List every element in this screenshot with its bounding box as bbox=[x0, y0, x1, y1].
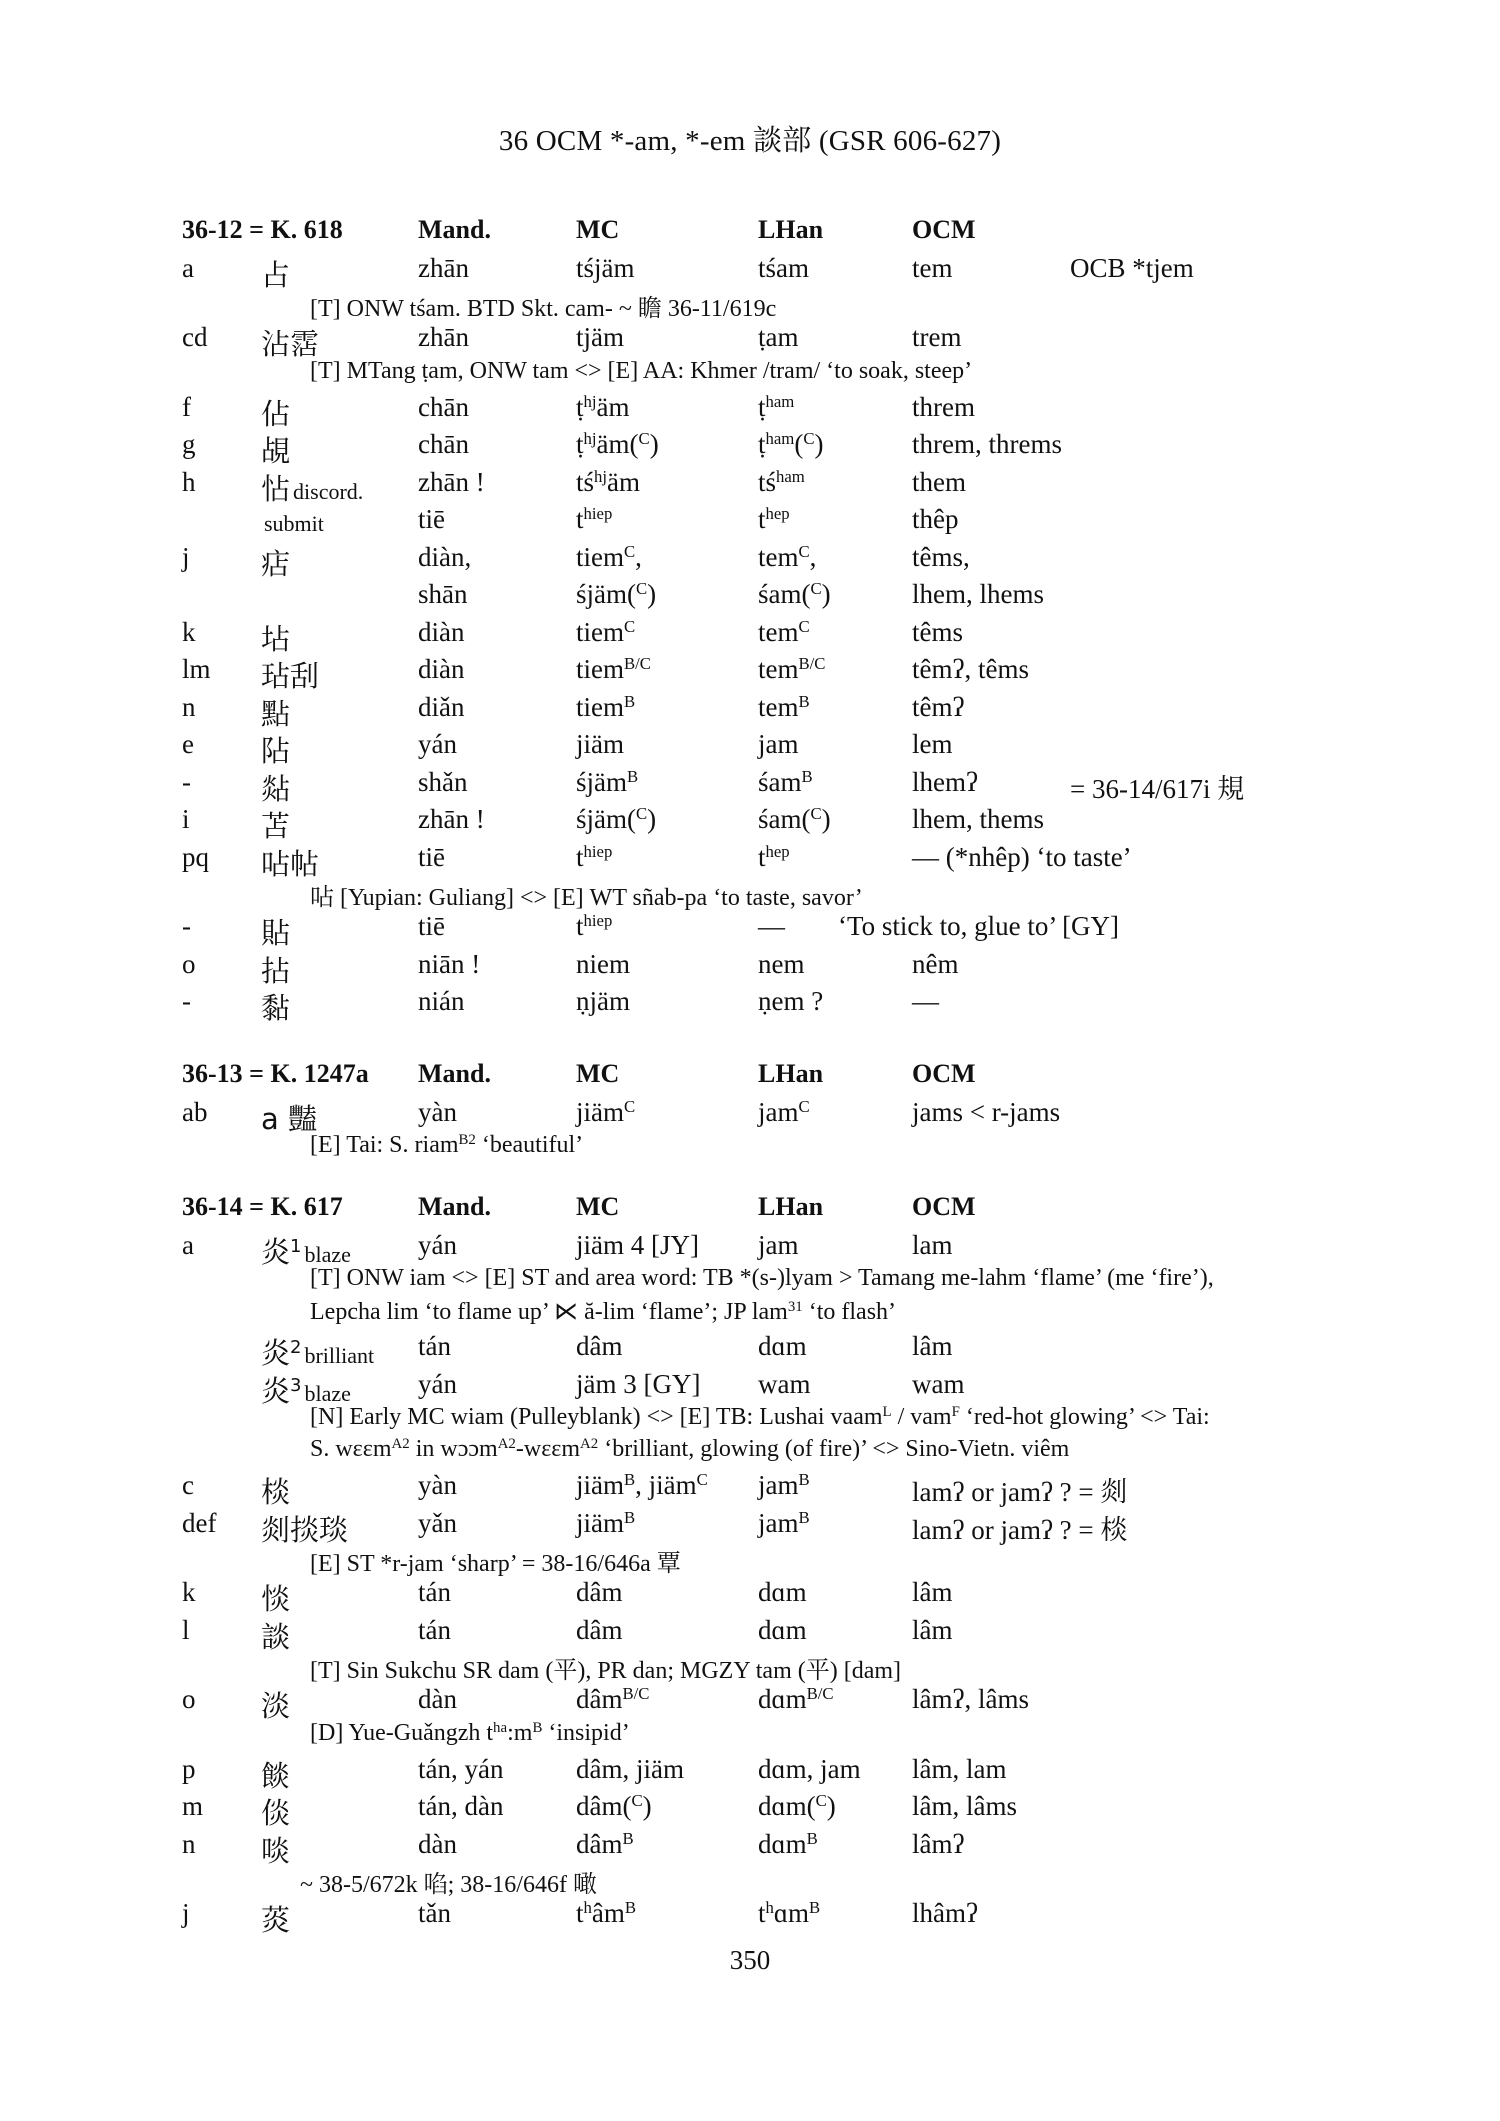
entry-note bbox=[0, 1864, 1500, 1896]
mandarin-reading: zhān ! bbox=[418, 804, 485, 834]
entry-id: o bbox=[182, 948, 196, 979]
old-chinese-reading: — bbox=[912, 986, 939, 1016]
mandarin-reading: yàn bbox=[418, 1096, 457, 1127]
middle-chinese-reading: śjäm($^C$) bbox=[576, 803, 657, 834]
note-text: [E] ST *r-jam ‘sharp’ = 38-16/646a 覃 bbox=[310, 1551, 681, 1577]
mandarin-reading: tán bbox=[418, 1331, 451, 1361]
entry-id: n bbox=[182, 691, 196, 722]
mandarin-reading: tán, dàn bbox=[418, 1791, 504, 1821]
entry-id: - bbox=[182, 911, 191, 941]
note-text: [N] Early MC wiam (Pulleyblank) <> [E] TB: Lushai vaam$^L$ / vam$^F$ ‘red-hot glowing’ <> Tai: bbox=[310, 1403, 1210, 1430]
later-han-reading: dɑm, jam bbox=[758, 1753, 861, 1784]
entry-row bbox=[0, 909, 1500, 950]
middle-chinese-reading: śjäm($^C$) bbox=[576, 578, 657, 609]
mandarin-reading: tán bbox=[418, 1577, 451, 1607]
section-label: 36-13 = K. 1247a bbox=[182, 1059, 369, 1088]
cross-reference: = 36-14/617i 規 bbox=[1070, 773, 1245, 804]
col-lhan-header: LHan bbox=[758, 1192, 824, 1221]
later-han-reading: dɑm($^C$) bbox=[758, 1790, 836, 1821]
section-label: 36-14 = K. 617 bbox=[182, 1192, 343, 1221]
mandarin-reading: diàn bbox=[418, 654, 465, 684]
entry-row bbox=[0, 1367, 1500, 1408]
character-cell bbox=[261, 986, 290, 1027]
section-header bbox=[0, 213, 1500, 251]
col-lhan-header: LHan bbox=[758, 215, 824, 244]
entry-row bbox=[0, 577, 1500, 615]
later-han-reading: $t^{hep}$ bbox=[758, 841, 790, 872]
old-chinese-reading: lâm bbox=[912, 1577, 953, 1607]
chinese-character: 貼 bbox=[261, 916, 291, 950]
later-han-reading: $t^{hep}$ bbox=[758, 503, 790, 534]
middle-chinese-reading: dâm, jiäm bbox=[576, 1753, 684, 1784]
old-chinese-reading: lhem, lhems bbox=[912, 579, 1044, 609]
old-chinese-reading: lâm, lam bbox=[912, 1753, 1007, 1784]
old-chinese-reading: lhemʔ bbox=[912, 766, 978, 797]
later-han-reading: ṭam bbox=[758, 322, 799, 352]
chinese-character: 菼 bbox=[261, 1903, 291, 1937]
middle-chinese-reading: ṭ$^{hj}$äm bbox=[576, 391, 630, 422]
middle-chinese-reading: dâm$^B$ bbox=[576, 1828, 634, 1859]
mandarin-reading: yán bbox=[418, 1368, 457, 1399]
chinese-character: 覘 bbox=[261, 434, 291, 468]
chinese-character: 剡掞琰 bbox=[261, 1512, 349, 1547]
mandarin-reading: diàn, bbox=[418, 541, 472, 572]
entry-note bbox=[0, 1650, 1500, 1682]
middle-chinese-reading: dâm$^{B/C}$ bbox=[576, 1683, 650, 1714]
entry-row bbox=[0, 1575, 1500, 1616]
old-chinese-reading: têms bbox=[912, 616, 963, 647]
middle-chinese-reading: dâm bbox=[576, 1614, 623, 1645]
old-chinese-reading: lhâmʔ bbox=[912, 1898, 978, 1928]
entry-row bbox=[0, 652, 1500, 693]
mandarin-reading: dàn bbox=[418, 1828, 457, 1859]
entry-id: cd bbox=[182, 322, 208, 352]
later-han-reading: jam bbox=[758, 729, 799, 759]
mandarin-reading: diǎn bbox=[418, 691, 465, 722]
middle-chinese-reading: dâm bbox=[576, 1577, 623, 1607]
later-han-reading: dɑm bbox=[758, 1577, 807, 1607]
gloss-text: submit bbox=[264, 511, 324, 536]
entry-note bbox=[0, 1132, 1500, 1164]
later-han-reading: ṭ$^{ham}$($^C$) bbox=[758, 428, 824, 459]
middle-chinese-reading: jiäm$^B$, jiäm$^C$ bbox=[576, 1469, 708, 1500]
middle-chinese-reading: śjäm$^B$ bbox=[576, 766, 639, 797]
chinese-character: 倓 bbox=[261, 1796, 291, 1830]
col-mc-header: MC bbox=[576, 1192, 620, 1221]
old-chinese-reading: lâmʔ, lâms bbox=[912, 1684, 1029, 1714]
entry-id: p bbox=[182, 1753, 196, 1784]
middle-chinese-reading: jiäm 4 [JY] bbox=[576, 1229, 699, 1260]
mandarin-reading: shǎn bbox=[418, 766, 468, 797]
chinese-character: 談 bbox=[261, 1619, 291, 1654]
old-chinese-reading: trem bbox=[912, 322, 962, 352]
old-chinese-reading: lamʔ or jamʔ ? = 棪 bbox=[912, 1514, 1128, 1545]
chinese-character: a 豔 bbox=[261, 1101, 317, 1136]
entry-id: m bbox=[182, 1791, 204, 1821]
col-ocm-header: OCM bbox=[912, 1059, 976, 1088]
later-han-reading: dɑm bbox=[758, 1331, 807, 1361]
entry-id: n bbox=[182, 1828, 196, 1859]
entry-row bbox=[0, 427, 1500, 468]
section-header bbox=[0, 1190, 1500, 1228]
later-han-reading: dɑm bbox=[758, 1614, 807, 1645]
note-text: Lepcha lim ‘to flame up’ ⋉ ă-lim ‘flame’; JP lam$^{31}$ ‘to flash’ bbox=[310, 1298, 897, 1325]
chinese-character: 占 bbox=[261, 257, 291, 292]
col-mc-header: MC bbox=[576, 215, 620, 244]
entry-id: e bbox=[182, 729, 194, 759]
gloss-text: blaze bbox=[304, 1241, 351, 1267]
entry-row bbox=[0, 840, 1500, 881]
section-header bbox=[0, 1057, 1500, 1095]
entry-row bbox=[0, 390, 1500, 431]
later-han-reading: tem$^{B/C}$ bbox=[758, 653, 826, 684]
entry-row bbox=[0, 615, 1500, 656]
entry-id: j bbox=[182, 1898, 190, 1928]
chinese-character: 惔 bbox=[261, 1582, 291, 1616]
old-chinese-reading: lem bbox=[912, 729, 953, 759]
cross-reference: OCB *tjem bbox=[1070, 252, 1194, 283]
old-chinese-reading: têms, bbox=[912, 541, 970, 572]
middle-chinese-reading: tiem$^C$ bbox=[576, 616, 636, 647]
entry-id: f bbox=[182, 391, 191, 422]
col-mand-header: Mand. bbox=[418, 1059, 491, 1088]
note-text: [T] ONW iam <> [E] ST and area word: TB *(s-)lyam > Tamang me-lahm ‘flame’ (me ‘fire’), bbox=[310, 1265, 1214, 1291]
entry-row bbox=[0, 765, 1500, 806]
entry-row bbox=[0, 1752, 1500, 1793]
entry-id: ab bbox=[182, 1096, 208, 1127]
note-text: [E] Tai: S. riam$^{B2}$ ‘beautiful’ bbox=[310, 1131, 584, 1158]
entry-row bbox=[0, 320, 1500, 361]
old-chinese-reading: lhem, thems bbox=[912, 804, 1044, 834]
mandarin-reading: tiē bbox=[418, 504, 445, 534]
chinese-character: 煔 bbox=[261, 771, 291, 806]
entry-note bbox=[0, 1436, 1500, 1468]
entry-row bbox=[0, 802, 1500, 843]
entry-id: pq bbox=[182, 841, 209, 872]
chinese-character: 點 bbox=[261, 696, 291, 731]
entry-row bbox=[0, 1228, 1500, 1269]
chinese-character: 黏 bbox=[261, 991, 291, 1025]
entry-id: g bbox=[182, 429, 196, 459]
later-han-reading: tem$^B$ bbox=[758, 691, 810, 722]
old-chinese-reading: lamʔ or jamʔ ? = 剡 bbox=[912, 1477, 1128, 1507]
middle-chinese-reading: $t^{hiep}$ bbox=[576, 910, 613, 941]
old-chinese-reading: threm bbox=[912, 391, 975, 422]
mandarin-reading: niān ! bbox=[418, 948, 481, 979]
col-ocm-header: OCM bbox=[912, 1192, 976, 1221]
entry-section-36-12 bbox=[0, 213, 1500, 1025]
col-ocm-header: OCM bbox=[912, 215, 976, 244]
mandarin-reading: shān bbox=[418, 579, 468, 609]
chinese-character: 阽 bbox=[261, 734, 291, 768]
middle-chinese-reading: tjäm bbox=[576, 322, 624, 352]
entry-row bbox=[0, 1682, 1500, 1723]
mandarin-reading: yàn bbox=[418, 1470, 457, 1500]
entry-row bbox=[0, 1095, 1500, 1136]
col-lhan-header: LHan bbox=[758, 1059, 824, 1088]
later-han-reading: śam($^C$) bbox=[758, 578, 831, 609]
middle-chinese-reading: jiäm$^B$ bbox=[576, 1507, 636, 1538]
old-chinese-reading: threm, threms bbox=[912, 429, 1062, 459]
mandarin-reading: zhān ! bbox=[418, 466, 485, 497]
middle-chinese-reading: jiäm$^C$ bbox=[576, 1096, 636, 1127]
chinese-character: 淡 bbox=[261, 1689, 291, 1723]
note-text: [T] ONW tśam. BTD Skt. cam- ~ 瞻 36-11/619c bbox=[310, 296, 777, 322]
entry-id: - bbox=[182, 766, 191, 797]
chinese-character: 餤 bbox=[261, 1758, 291, 1793]
entry-id: h bbox=[182, 466, 196, 497]
mandarin-reading: zhān bbox=[418, 252, 469, 283]
middle-chinese-reading: tiem$^C$, bbox=[576, 541, 642, 572]
chinese-character: 拈 bbox=[261, 953, 291, 988]
later-han-reading: śam($^C$) bbox=[758, 803, 831, 834]
later-han-reading: ṭ$^{ham}$ bbox=[758, 391, 795, 422]
mandarin-reading: dàn bbox=[418, 1684, 457, 1714]
entry-row bbox=[0, 465, 1500, 506]
middle-chinese-reading: $t^{hiep}$ bbox=[576, 503, 613, 534]
chinese-character: 痁 bbox=[261, 546, 291, 581]
old-chinese-reading: thêp bbox=[912, 504, 959, 534]
later-han-reading: wam bbox=[758, 1368, 811, 1399]
chinese-character: 苫 bbox=[261, 809, 291, 843]
middle-chinese-reading: tiem$^{B/C}$ bbox=[576, 653, 651, 684]
note-text: S. wɛɛm$^{A2}$ in wɔɔm$^{A2}$-wɛɛm$^{A2}$ ‘brilliant, glowing (of fire)’ <> Sino-Vietn. viêm bbox=[310, 1435, 1070, 1462]
mandarin-reading: chān bbox=[418, 391, 469, 422]
entry-row bbox=[0, 502, 1500, 540]
entry-note bbox=[0, 1543, 1500, 1575]
old-chinese-reading: lâmʔ bbox=[912, 1828, 965, 1859]
entry-note bbox=[0, 1720, 1500, 1752]
mandarin-reading: chān bbox=[418, 429, 469, 459]
later-han-reading: ṇem ? bbox=[758, 986, 824, 1016]
gloss-text: brilliant bbox=[304, 1343, 375, 1368]
entry-section-36-14 bbox=[0, 1190, 1500, 1937]
later-han-reading: śam$^B$ bbox=[758, 766, 813, 797]
entry-id: o bbox=[182, 1684, 196, 1714]
character-cell bbox=[261, 504, 324, 538]
old-chinese-reading: lâm, lâms bbox=[912, 1791, 1017, 1821]
mandarin-reading: nián bbox=[418, 986, 465, 1016]
mandarin-reading: yǎn bbox=[418, 1507, 457, 1538]
entry-id: a bbox=[182, 1229, 194, 1260]
entry-note bbox=[0, 288, 1500, 320]
entry-note bbox=[0, 1265, 1500, 1297]
old-chinese-reading: jams < r-jams bbox=[912, 1096, 1061, 1127]
entry-id: i bbox=[182, 804, 190, 834]
later-han-reading: tem$^C$ bbox=[758, 616, 810, 647]
old-chinese-reading: têmʔ, têms bbox=[912, 654, 1029, 684]
later-han-reading: dɑm$^B$ bbox=[758, 1828, 818, 1859]
chinese-character: 呫帖 bbox=[261, 846, 320, 881]
old-chinese-reading: wam bbox=[912, 1368, 965, 1399]
entry-id: j bbox=[182, 541, 190, 572]
note-text: [D] Yue-Guǎngzh $t^{ha}:m^B$ ‘insipid’ bbox=[310, 1719, 630, 1746]
later-han-reading: tśam bbox=[758, 252, 809, 283]
entry-row bbox=[0, 1506, 1500, 1547]
character-cell bbox=[261, 1898, 290, 1939]
section-label: 36-12 = K. 618 bbox=[182, 215, 343, 244]
middle-chinese-reading: dâm($^C$) bbox=[576, 1790, 652, 1821]
entry-id: def bbox=[182, 1507, 217, 1538]
chinese-character: 棪 bbox=[261, 1475, 291, 1509]
note-text: ~ 38-5/672k 啗; 38-16/646f 噉 bbox=[300, 1872, 597, 1898]
entry-row bbox=[0, 1789, 1500, 1830]
gloss-text: blaze bbox=[304, 1380, 351, 1406]
mandarin-reading: tiē bbox=[418, 841, 445, 872]
middle-chinese-reading: $t^{hiep}$ bbox=[576, 841, 613, 872]
middle-chinese-reading: ṭ$^{hj}$äm($^C$) bbox=[576, 428, 659, 459]
later-han-reading: dɑm$^{B/C}$ bbox=[758, 1683, 834, 1714]
entry-id: l bbox=[182, 1614, 190, 1645]
entry-id: - bbox=[182, 986, 191, 1016]
entry-row bbox=[0, 1613, 1500, 1654]
entry-row bbox=[0, 690, 1500, 731]
mandarin-reading: diàn bbox=[418, 616, 465, 647]
old-chinese-reading: — (*nhêp) ‘to taste’ bbox=[912, 841, 1132, 872]
entry-note bbox=[0, 1404, 1500, 1436]
entry-row bbox=[0, 947, 1500, 988]
entry-row bbox=[0, 540, 1500, 581]
old-chinese-reading: lam bbox=[912, 1229, 953, 1260]
chinese-character: 沾霑 bbox=[261, 327, 320, 361]
chinese-character: 炎$^2$ bbox=[261, 1336, 302, 1370]
col-mc-header: MC bbox=[576, 1059, 620, 1088]
mandarin-reading: yán bbox=[418, 1229, 457, 1260]
running-head: 36 OCM *-am, *-em 談部 (GSR 606-627) bbox=[498, 125, 1002, 157]
entry-id: k bbox=[182, 1577, 196, 1607]
entry-row bbox=[0, 1329, 1500, 1370]
entry-note bbox=[0, 358, 1500, 390]
old-chinese-reading: lâm bbox=[912, 1331, 953, 1361]
mandarin-reading: tán bbox=[418, 1614, 451, 1645]
later-han-reading: $tś^{ham}$ bbox=[758, 466, 805, 497]
later-han-reading: jam bbox=[758, 1229, 799, 1260]
entry-row bbox=[0, 1896, 1500, 1937]
old-chinese-reading: ‘To stick to, glue to’ [GY] bbox=[838, 911, 1120, 941]
old-chinese-reading: them bbox=[912, 466, 966, 497]
entry-id: k bbox=[182, 616, 196, 647]
later-han-reading: — bbox=[758, 911, 785, 941]
entry-id: c bbox=[182, 1470, 194, 1500]
note-text: [T] Sin Sukchu SR dam (平), PR dan; MGZY tam (平) [dam] bbox=[310, 1658, 902, 1684]
old-chinese-reading: tem bbox=[912, 252, 953, 283]
page-number: 350 bbox=[729, 1945, 771, 1975]
entry-row bbox=[0, 984, 1500, 1025]
entry-note bbox=[0, 877, 1500, 909]
mandarin-reading: yán bbox=[418, 729, 457, 759]
mandarin-reading: tǎn bbox=[418, 1898, 451, 1928]
middle-chinese-reading: $tś^{hj}äm$ bbox=[576, 466, 641, 497]
middle-chinese-reading: $t^hâm^B$ bbox=[576, 1897, 637, 1928]
note-text: 呫 [Yupian: Guliang] <> [E] WT sñab-pa ‘to taste, savor’ bbox=[310, 885, 863, 911]
later-han-reading: jam$^B$ bbox=[758, 1469, 810, 1500]
note-text: [T] MTang ṭam, ONW tam <> [E] AA: Khmer /tram/ ‘to soak, steep’ bbox=[310, 357, 973, 384]
chinese-character: 炎$^3$ bbox=[261, 1373, 302, 1408]
chinese-character: 玷刮 bbox=[261, 659, 320, 693]
later-han-reading: tem$^C$, bbox=[758, 541, 817, 572]
middle-chinese-reading: jäm 3 [GY] bbox=[576, 1368, 701, 1399]
chinese-character: 啖 bbox=[261, 1833, 291, 1868]
entry-id: lm bbox=[182, 654, 211, 684]
chinese-character: 坫 bbox=[261, 621, 291, 656]
col-mand-header: Mand. bbox=[418, 215, 491, 244]
later-han-reading: nem bbox=[758, 948, 805, 979]
middle-chinese-reading: jiäm bbox=[576, 729, 624, 759]
later-han-reading: jam$^C$ bbox=[758, 1096, 810, 1127]
chinese-character: 怗 bbox=[261, 471, 291, 506]
mandarin-reading: zhān bbox=[418, 322, 469, 352]
entry-row bbox=[0, 727, 1500, 768]
mandarin-reading: tán, yán bbox=[418, 1753, 504, 1784]
entry-section-36-13 bbox=[0, 1057, 1500, 1164]
middle-chinese-reading: dâm bbox=[576, 1331, 623, 1361]
col-mand-header: Mand. bbox=[418, 1192, 491, 1221]
old-chinese-reading: lâm bbox=[912, 1614, 953, 1645]
middle-chinese-reading: niem bbox=[576, 948, 630, 979]
gloss-text: discord. bbox=[293, 478, 364, 504]
old-chinese-reading: têmʔ bbox=[912, 691, 965, 722]
middle-chinese-reading: tśjäm bbox=[576, 252, 635, 283]
entry-row bbox=[0, 251, 1500, 292]
mandarin-reading: tiē bbox=[418, 911, 445, 941]
entry-note bbox=[0, 1297, 1500, 1329]
middle-chinese-reading: tiem$^B$ bbox=[576, 691, 636, 722]
later-han-reading: $t^hɑm^B$ bbox=[758, 1897, 821, 1928]
later-han-reading: jam$^B$ bbox=[758, 1507, 810, 1538]
chinese-character: 佔 bbox=[261, 396, 291, 431]
chinese-character: 炎$^1$ bbox=[261, 1234, 302, 1269]
middle-chinese-reading: ṇjäm bbox=[576, 986, 630, 1016]
old-chinese-reading: nêm bbox=[912, 948, 959, 979]
entry-row bbox=[0, 1827, 1500, 1868]
entry-id: a bbox=[182, 252, 194, 283]
entry-row bbox=[0, 1468, 1500, 1509]
